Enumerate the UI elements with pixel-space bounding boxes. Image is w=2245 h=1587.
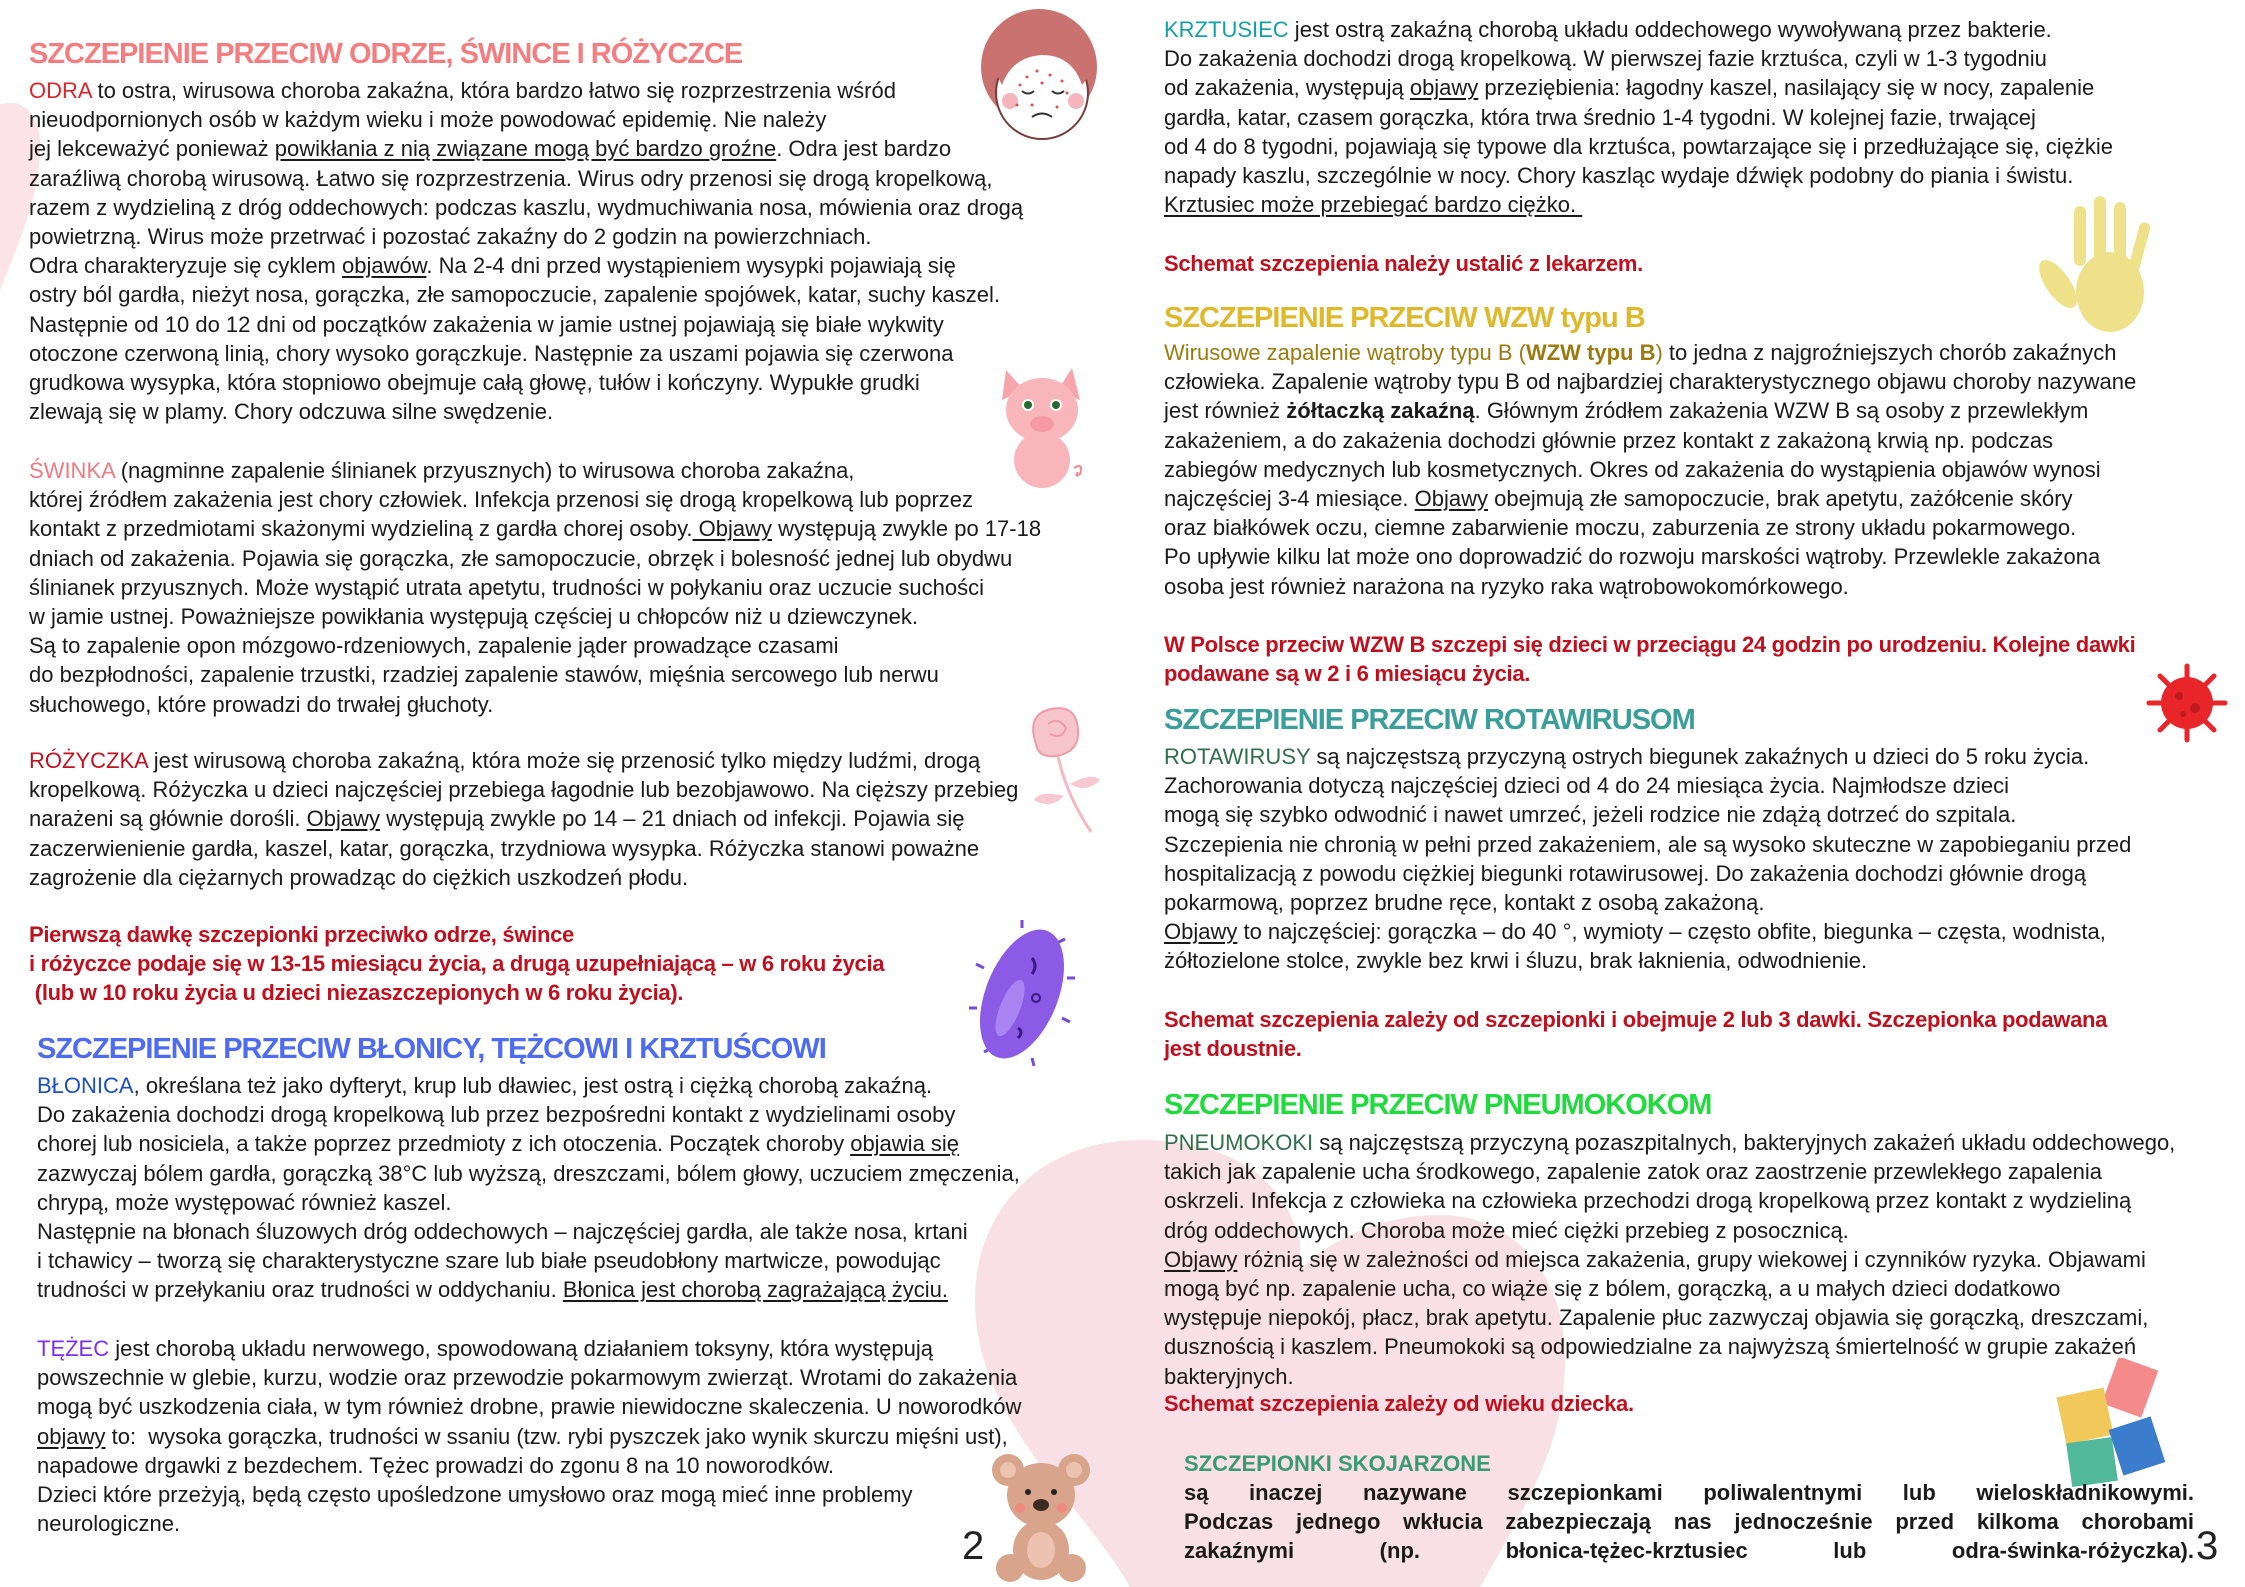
text-line (1164, 484, 2136, 513)
text-line (1164, 888, 2131, 917)
text-segment: to jedna z najgroźniejszych chorób zakaźnych (1662, 340, 2117, 365)
text-line (37, 1275, 1020, 1304)
text-line (1164, 15, 2113, 44)
text-line (29, 485, 1041, 514)
text-line (37, 1100, 1020, 1129)
text-line (1164, 542, 2136, 571)
underlined-text: Krztusiec może przebiegać bardzo ciężko. (1164, 192, 1583, 218)
virus-icon (2143, 660, 2231, 746)
text-line (37, 1071, 1020, 1100)
rotavirus-schedule-note (1164, 1005, 2107, 1063)
text-line (29, 368, 1023, 397)
text-segment: Odra charakteryzuje się cyklem (29, 253, 342, 279)
text-segment: zagrożenie dla ciężarnych prowadząc do ciężkich uszkodzeń płodu. (29, 864, 689, 890)
text-line (1164, 1274, 2175, 1303)
text-segment: Schemat szczepienia zależy od wieku dziecka. (1164, 1391, 1634, 1416)
text-line (37, 1334, 1021, 1363)
text-line (1164, 44, 2113, 73)
text-segment: kontakt z przedmiotami skażonymi wydzieliną z gardła chorej osoby. (29, 516, 693, 542)
text-segment: zakaźnymi (np. błonica-tężec-krztusiec lub odra-świnka-różyczka). (1184, 1538, 2194, 1564)
text-segment: Podczas jednego wkłucia zabezpieczają nas jednocześnie przed kilkoma chorobami (1184, 1509, 2194, 1535)
text-segment: człowieka. Zapalenie wątroby typu B od najbardziej charakterystycznego objawu choroby nazywane (1164, 369, 2137, 395)
hepatitis-b-schedule-note (1164, 630, 2135, 688)
text-segment: powszechnie w glebie, kurzu, wodzie oraz przewodzie pokarmowym zwierząt. Wrotami do zakażenia (37, 1365, 1018, 1391)
disease-name: Wirusowe zapalenie wątroby typu B ( (1164, 340, 1526, 365)
text-line (29, 280, 1023, 309)
text-segment: której źródłem zakażenia jest chory człowiek. Infekcja przenosi się drogą kropelkową lub poprzez (29, 487, 974, 513)
text-segment: występują zwykle po 17-18 (772, 516, 1042, 542)
text-line (29, 775, 1018, 804)
underlined-text: Objawy (1414, 485, 1489, 511)
text-line (1164, 771, 2131, 800)
text-segment: do bezpłodności, zapalenie trzustki, rzadziej zapalenie stawów, mięśnia sercowego lub nerwu (29, 662, 939, 688)
text-line (29, 164, 1023, 193)
text-line (37, 1188, 1020, 1217)
text-segment: razem z wydzieliną z dróg oddechowych: podczas kaszlu, wydmuchiwania nosa, mówienia oraz drogą (29, 194, 1024, 220)
text-line (1164, 572, 2136, 601)
text-line (1164, 1332, 2175, 1361)
paragraph-hepatitis-b (1164, 338, 2136, 601)
text-line (1164, 1216, 2175, 1245)
heading-combined-vaccines: SZCZEPIONKI SKOJARZONE (1184, 1451, 1491, 1476)
text-line (37, 1392, 1021, 1421)
underlined-text: Objawy (692, 516, 773, 542)
heading-hepatitis-b: SZCZEPIENIE PRZECIW WZW typu B (1164, 302, 1645, 334)
text-line (29, 339, 1023, 368)
text-segment: Są to zapalenie opon mózgowo-rdzeniowych, zapalenie jąder prowadzące czasami (29, 633, 839, 659)
text-segment: mogą być uszkodzenia ciała, w tym również drobne, prawie niewidoczne skaleczenia. U noworodków (37, 1394, 1022, 1420)
paragraph-pertussis (1164, 15, 2113, 219)
paragraph-measles (29, 76, 1023, 426)
text-line (1164, 946, 2131, 975)
text-segment: Zachorowania dotyczą najczęściej dzieci od 4 do 24 miesiąca życia. Najmłodsze dzieci (1164, 773, 2009, 799)
text-segment: otoczone czerwoną linią, chory wysoko gorączkuje. Następnie za uszami pojawia się czerwona (29, 340, 954, 366)
text-line (1164, 1157, 2175, 1186)
text-segment: trudności w przełykaniu oraz trudności w oddychaniu. (37, 1277, 563, 1303)
text-segment: (nagminne zapalenie ślinianek przyusznych) to wirusowa choroba zakaźna, (114, 458, 855, 483)
text-line (29, 573, 1041, 602)
paragraph-diphtheria (37, 1071, 1020, 1305)
rose-icon (1006, 704, 1106, 834)
text-line (1184, 1507, 2194, 1536)
disease-name: KRZTUSIEC (1164, 17, 1289, 42)
text-segment: Do zakażenia dochodzi drogą kropelkową lub przez bezpośredni kontakt z wydzielinami osoby (37, 1102, 956, 1128)
text-segment: . Odra jest bardzo (776, 136, 952, 162)
heading-mmr: SZCZEPIENIE PRZECIW ODRZE, ŚWINCE I RÓŻYCZCE (29, 38, 743, 70)
disease-name: ROTAWIRUSY (1164, 744, 1311, 769)
text-segment: to: wysoka gorączka, trudności w ssaniu (tzw. rybi pyszczek jako wynik skurczu mięśni ust), (105, 1423, 1008, 1449)
text-line (29, 949, 884, 978)
text-segment: Po upływie kilku lat może ono doprowadzić do rozwoju marskości wątroby. Przewlekle zakażona (1164, 544, 2101, 570)
text-line (29, 544, 1041, 573)
paragraph-mumps (29, 456, 1041, 719)
text-segment: jest doustnie. (1164, 1036, 1302, 1062)
text-line (1164, 513, 2136, 542)
text-segment: słuchowego, które prowadzi do trwałej głuchoty. (29, 691, 494, 717)
text-line (1164, 1034, 2107, 1063)
text-segment: powietrzną. Wirus może przetrwać i pozostać zakaźny do 2 godzin na powierzchniach. (29, 223, 872, 249)
text-segment: są inaczej nazywane szczepionkami poliwalentnymi lub wieloskładnikowymi. (1184, 1480, 2194, 1505)
text-line (1164, 455, 2136, 484)
text-line (29, 746, 1018, 775)
text-segment: zaczerwienienie gardła, kaszel, katar, gorączka, trzydniowa wysypka. Różyczka stanowi poważne (29, 835, 980, 861)
paragraph-combined-vaccines (1184, 1478, 2194, 1566)
text-segment: i tchawicy – tworzą się charakterystyczne szare lub białe pseudobłony martwicze, powodując (37, 1248, 941, 1274)
text-segment: od 4 do 8 tygodni, pojawiają się typowe dla krztuśca, powtarzające się i przedłużające się, ciężkie (1164, 133, 2113, 159)
text-line (37, 1451, 1021, 1480)
text-line (37, 1159, 1020, 1188)
heading-dtp: SZCZEPIENIE PRZECIW BŁONICY, TĘŻCOWI I KRZTUŚCOWI (37, 1033, 826, 1065)
text-segment: chrypą, może występować również kaszel. (37, 1189, 452, 1215)
text-segment: W Polsce przeciw WZW B szczepi się dzieci w przeciągu 24 godzin po urodzeniu. Kolejne dawki (1164, 632, 2136, 657)
text-segment: narażeni są głównie dorośli. (29, 806, 307, 832)
text-segment: Szczepienia nie chronią w pełni przed zakażeniem, ale są wysoko skuteczne w zapobieganiu przed (1164, 831, 2132, 857)
disease-name: BŁONICA (37, 1073, 134, 1098)
text-segment: jest ostrą zakaźną chorobą układu oddechowego wywoływaną przez bakterie. (1288, 17, 2052, 42)
text-segment: Schemat szczepienia zależy od szczepionki i obejmuje 2 lub 3 dawki. Szczepionka podawana (1164, 1007, 2108, 1032)
text-segment: Dzieci które przeżyją, będą często upośledzone umysłowo oraz mogą mieć inne problemy (37, 1481, 913, 1507)
text-line (29, 456, 1041, 485)
text-line (29, 660, 1041, 689)
text-line (1184, 1536, 2194, 1565)
text-line (1164, 917, 2131, 946)
text-line (1164, 1186, 2175, 1215)
text-line (29, 690, 1041, 719)
text-line (1164, 73, 2113, 102)
text-segment: takich jak zapalenie ucha środkowego, zapalenie zatok oraz zaostrzenie przewlekłego zapalenia (1164, 1159, 2103, 1185)
text-line (37, 1363, 1021, 1392)
text-line (1164, 800, 2131, 829)
text-segment: występują zwykle po 14 – 21 dniach od infekcji. Pojawia się (379, 806, 965, 832)
text-segment: jest chorobą układu nerwowego, spowodowaną działaniem toksyny, która występują (109, 1336, 933, 1361)
text-line (29, 76, 1023, 105)
underlined-text: objawy (1409, 75, 1479, 101)
text-segment: napadowe drgawki z bezdechem. Tężec prowadzi do zgonu 8 na 10 noworodków. (37, 1452, 834, 1478)
text-segment: jest wirusową choroba zakaźną, która może się przenosić tylko między ludźmi, drogą (147, 748, 981, 773)
text-line (37, 1480, 1021, 1509)
text-line (29, 397, 1023, 426)
text-segment: zlewają się w plamy. Chory odczuwa silne swędzenie. (29, 399, 554, 425)
text-segment: oskrzeli. Infekcja z człowieka na człowieka przechodzi drogą kropelkową przez kontakt z wydzieliną (1164, 1188, 2132, 1214)
pneumococcus-schedule-note (1164, 1389, 1634, 1418)
text-segment: Następnie na błonach śluzowych dróg oddechowych – najczęściej gardła, ale także nosa, krtani (37, 1218, 968, 1244)
text-line (29, 804, 1018, 833)
text-segment: od zakażenia, występują (1164, 75, 1410, 101)
text-line (29, 193, 1023, 222)
text-segment: i różyczce podaje się w 13-15 miesiącu życia, a drugą uzupełniającą – w 6 roku życia (29, 951, 885, 977)
paragraph-rubella (29, 746, 1018, 892)
text-segment: to najczęściej: gorączka – do 40 °, wymioty – często obfite, biegunka – częsta, wodnista, (1237, 919, 2106, 945)
text-segment: chorej lub nosiciela, a także poprzez przedmioty z ich otoczenia. Początek choroby (37, 1131, 851, 1157)
text-segment: zazwyczaj bólem gardła, gorączką 38°C lub wyższą, dreszczami, bólem głowy, uczuciem zmęczenia, (37, 1160, 1020, 1186)
text-segment: są najczęstszą przyczyną ostrych biegunek zakaźnych u dzieci do 5 roku życia. (1310, 744, 2090, 769)
text-segment: Schemat szczepienia należy ustalić z lekarzem. (1164, 251, 1643, 276)
text-segment: ślinianek przyusznych. Może wystąpić utrata apetytu, trudności w połykaniu oraz uczucie suchości (29, 574, 985, 600)
text-line (1164, 859, 2131, 888)
text-line (29, 920, 884, 949)
mmr-schedule-note (29, 920, 884, 1008)
text-segment: występuje niepokój, płacz, brak apetytu. Zapalenie płuc zazwyczaj objawia się gorączką, dreszczami, (1164, 1305, 2149, 1331)
text-segment: neurologiczne. (37, 1511, 181, 1537)
bacterium-icon (962, 918, 1082, 1074)
text-line (37, 1246, 1020, 1275)
text-line (1164, 830, 2131, 859)
text-line (37, 1509, 1021, 1538)
text-line (37, 1129, 1020, 1158)
text-segment: zaraźliwą chorobą wirusową. Łatwo się rozprzestrzenia. Wirus odry przenosi się drogą kropelkową, (29, 165, 993, 191)
text-line (29, 310, 1023, 339)
text-segment: . Na 2-4 dni przed wystąpieniem wysypki pojawiają się (426, 253, 956, 279)
text-segment: mogą być np. zapalenie ucha, co wiąże się z bólem, gorączką, a u małych dzieci dodatkowo (1164, 1275, 2061, 1301)
disease-name: WZW typu B (1525, 340, 1656, 365)
text-segment: zabiegów medycznych lub kosmetycznych. Okres od zakażenia do wystąpienia objawów wynosi (1164, 456, 2101, 482)
text-segment: Następnie od 10 do 12 dni od początków zakażenia w jamie ustnej pojawiają się białe wykwity (29, 311, 944, 337)
heading-rotavirus: SZCZEPIENIE PRZECIW ROTAWIRUSOM (1164, 704, 1695, 736)
text-segment: bakteryjnych. (1164, 1363, 1294, 1389)
heading-pneumococcus: SZCZEPIENIE PRZECIW PNEUMOKOKOM (1164, 1089, 1712, 1121)
page-number-left: 2 (962, 1524, 985, 1568)
underlined-text: Błonica jest chorobą zagrażającą życiu. (562, 1277, 949, 1303)
text-segment: grudkowa wysypka, która stopniowo obejmuje całą głowę, tułów i kończyny. Wypukłe grudki (29, 369, 920, 395)
text-segment: są najczęstszą przyczyną pozaszpitalnych, bakteryjnych zakażeń układu oddechowego, (1313, 1130, 2176, 1155)
text-segment: ostry ból gardła, nieżyt nosa, gorączka, złe samopoczucie, zapalenie spojówek, katar, suchy kaszel. (29, 282, 1000, 308)
text-line (1164, 396, 2136, 425)
underlined-text: objawów (342, 253, 427, 279)
text-segment: Pierwszą dawkę szczepionki przeciwko odrze, śwince (29, 922, 574, 947)
bold-text: żółtaczką zakaźną (1286, 398, 1475, 424)
disease-name: TĘŻEC (37, 1336, 110, 1361)
disease-name: ) (1655, 340, 1663, 365)
text-segment: podawane są w 2 i 6 miesiącu życia. (1164, 661, 1531, 687)
underlined-text: powikłania z nią związane mogą być bardzo groźne (274, 136, 777, 162)
underlined-text: Objawy (1164, 919, 1238, 945)
text-segment: to ostra, wirusowa choroba zakaźna, która bardzo łatwo się rozprzestrzenia wśród (91, 78, 896, 103)
text-line (1164, 1128, 2175, 1157)
text-segment: żółtozielone stolce, zwykle bez krwi i śluzu, brak łaknienia, odwodnienie. (1164, 948, 1868, 974)
text-line (29, 222, 1023, 251)
underlined-text: Objawy (1164, 1246, 1238, 1272)
underlined-text: objawia się (850, 1131, 960, 1157)
text-segment: , określana też jako dyfteryt, krup lub dławiec, jest ostrą i ciężką chorobą zakaźną. (133, 1073, 933, 1098)
disease-name: RÓŻYCZKA (29, 748, 148, 773)
text-line (29, 631, 1041, 660)
text-line (1164, 367, 2136, 396)
text-line (1164, 659, 2135, 688)
text-segment: dróg oddechowych. Choroba może mieć ciężki przebieg z posocznicą. (1164, 1217, 1849, 1243)
underlined-text: Objawy (306, 806, 380, 832)
text-segment: w jamie ustnej. Poważniejsze powikłania występują częściej u chłopców niż u dziewczynek. (29, 603, 918, 629)
text-segment: jej lekceważyć ponieważ (29, 136, 275, 162)
text-line (1164, 249, 1643, 278)
text-line (1164, 1389, 1634, 1418)
text-segment: osoba jest również narażona na ryzyko raka wątrobowokomórkowego. (1164, 573, 1849, 599)
text-segment: Do zakażenia dochodzi drogą kropelkową. W pierwszej fazie krztuśca, czyli w 1-3 tygodniu (1164, 46, 2047, 72)
text-line (1164, 190, 2113, 219)
text-line (1164, 338, 2136, 367)
text-segment: przeziębienia: łagodny kaszel, nasilający się w nocy, zapalenie (1478, 75, 2095, 101)
text-line (1164, 1362, 2175, 1391)
text-segment: hospitalizacją z powodu ciężkiej biegunki rotawirusowej. Do zakażenia dochodzi głównie drogą (1164, 860, 2087, 886)
text-segment: mogą się szybko odwodnić i nawet umrzeć, jeżeli rodzice nie zdążą dotrzeć do szpitala. (1164, 802, 2017, 828)
text-segment: najczęściej 3-4 miesiące. (1164, 485, 1415, 511)
text-segment: (lub w 10 roku życia u dzieci niezaszczepionych w 6 roku życia). (29, 980, 684, 1006)
text-line (1164, 1245, 2175, 1274)
text-line (29, 105, 1023, 134)
text-line (1164, 1005, 2107, 1034)
paragraph-rotavirus (1164, 742, 2131, 976)
paragraph-pneumococcus (1164, 1128, 2175, 1391)
text-line (37, 1422, 1021, 1451)
text-line (29, 602, 1041, 631)
text-line (1164, 132, 2113, 161)
text-segment: zakażeniem, a do zakażenia dochodzi głównie przez kontakt z zakażoną krwią np. podczas (1164, 427, 2054, 453)
text-line (1164, 630, 2135, 659)
text-line (1184, 1478, 2194, 1507)
text-segment: nieuodpornionych osób w każdym wieku i może powodować epidemię. Nie należy (29, 107, 827, 133)
text-segment: gardła, katar, czasem gorączka, która trwa średnio 1-4 tygodni. W kolejnej fazie, trwającej (1164, 104, 2036, 130)
text-segment: pokarmową, poprzez brudne ręce, kontakt z osobą zakażoną. (1164, 889, 1765, 915)
disease-name: ODRA (29, 78, 92, 103)
text-line (1164, 1303, 2175, 1332)
text-line (1164, 426, 2136, 455)
text-segment: dusznością i kaszlem. Pneumokoki są odpowiedzialne za najwyższą śmiertelność w grupie zakażeń (1164, 1334, 2137, 1360)
text-line (29, 251, 1023, 280)
text-line (37, 1217, 1020, 1246)
text-line (29, 134, 1023, 163)
disease-name: ŚWINKA (29, 458, 115, 483)
text-line (29, 514, 1041, 543)
pertussis-schedule-note (1164, 249, 1643, 278)
text-segment: napady kaszlu, szczególnie w nocy. Chory kaszląc wydaje dźwięk podobny do piania i świstu. (1164, 162, 2074, 188)
disease-name: PNEUMOKOKI (1164, 1130, 1314, 1155)
text-segment: oraz białkówek oczu, ciemne zabarwienie moczu, zaburzenia ze strony układu pokarmowego. (1164, 515, 2077, 541)
text-segment: kropelkową. Różyczka u dzieci najczęściej przebiega łagodnie lub bezobjawowo. Na cięższy przebieg (29, 777, 1019, 803)
text-line (29, 978, 884, 1007)
text-segment: różnią się w zależności od miejsca zakażenia, grupy wiekowej i czynników ryzyka. Objawami (1237, 1246, 2146, 1272)
text-line (1164, 161, 2113, 190)
underlined-text: objawy (37, 1423, 106, 1449)
text-segment: obejmują złe samopoczucie, brak apetytu, zażółcenie skóry (1488, 485, 2073, 511)
page-number-right: 3 (2196, 1524, 2219, 1568)
paragraph-tetanus (37, 1334, 1021, 1538)
text-line (1164, 103, 2113, 132)
text-line (1164, 742, 2131, 771)
text-line (29, 834, 1018, 863)
text-segment: jest również (1164, 398, 1287, 424)
text-segment: dniach od zakażenia. Pojawia się gorączka, złe samopoczucie, obrzęk i bolesność jednej lub obydwu (29, 545, 1013, 571)
text-segment: . Głównym źródłem zakażenia WZW B są osoby z przewlekłym (1474, 398, 2089, 424)
text-line (29, 863, 1018, 892)
